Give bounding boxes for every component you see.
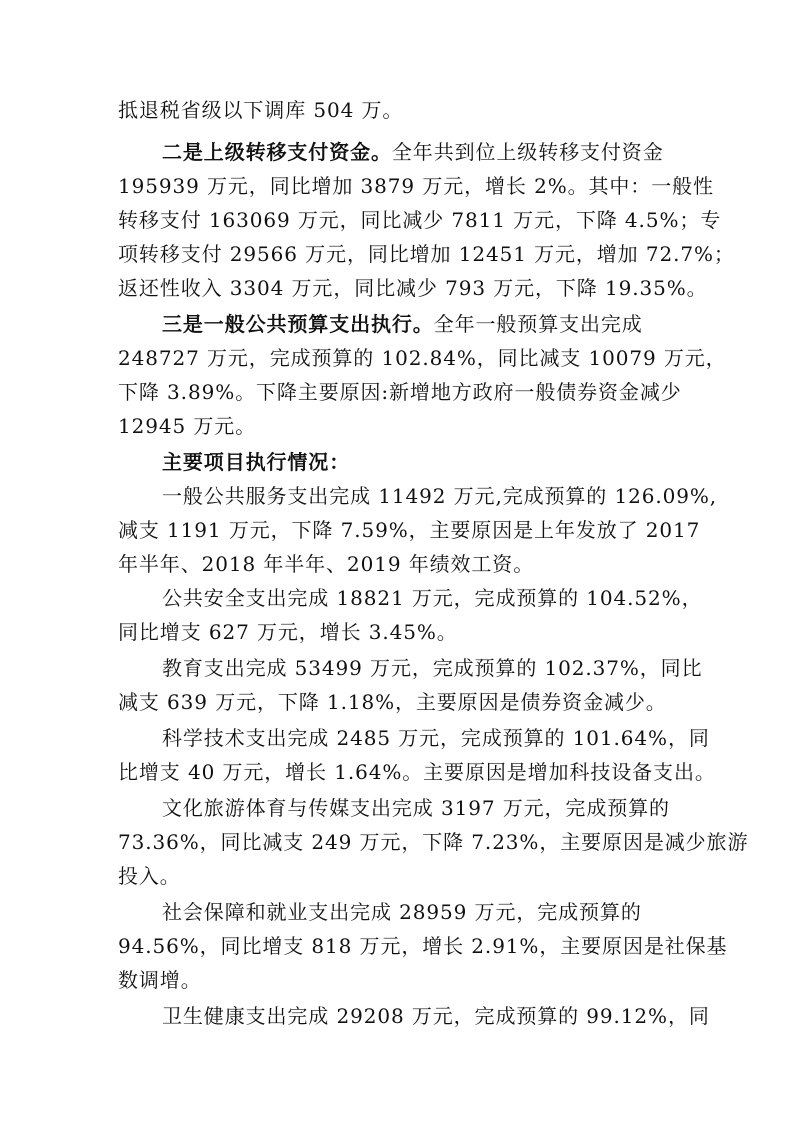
body-text: 下降 3.89%。下降主要原因:新增地方政府一般债券资金减少 (118, 380, 682, 404)
body-text: 项转移支付 29566 万元，同比增加 12451 万元，增加 72.7%； (118, 242, 735, 266)
body-text: 全年一般预算支出完成 (433, 312, 643, 336)
text-line (118, 550, 534, 578)
bold-heading-text: 三是一般公共预算支出执行。 (162, 312, 434, 336)
bold-heading-text: 主要项目执行情况： (162, 450, 351, 474)
body-text: 减支 639 万元，下降 1.18%，主要原因是债券资金减少。 (118, 690, 667, 714)
text-line (118, 344, 727, 372)
text-line (118, 274, 708, 302)
text-line (118, 688, 667, 716)
body-text: 教育支出完成 53499 万元，完成预算的 102.37%，同比 (162, 656, 703, 680)
body-text: 社会保障和就业支出完成 28959 万元，完成预算的 (162, 900, 642, 924)
text-line (162, 654, 702, 682)
body-text: 全年共到位上级转移支付资金 (391, 140, 664, 164)
body-text: 科学技术支出完成 2485 万元，完成预算的 101.64%，同 (162, 726, 710, 750)
body-text: 12945 万元。 (118, 414, 257, 438)
text-line (118, 378, 682, 406)
text-line (118, 618, 458, 646)
text-line (118, 172, 714, 200)
bold-heading-text: 二是上级转移支付资金。 (162, 140, 392, 164)
text-line (162, 898, 642, 926)
text-line (118, 828, 748, 856)
text-line (118, 96, 403, 124)
body-text: 195939 万元，同比增加 3879 万元，增长 2%。其中：一般性 (118, 174, 714, 198)
text-line (162, 724, 710, 752)
body-text: 文化旅游体育与传媒支出完成 3197 万元，完成预算的 (162, 796, 670, 820)
body-text: 数调增。 (118, 968, 202, 992)
text-line (162, 310, 643, 338)
text-line (118, 758, 716, 786)
text-line (118, 206, 721, 234)
body-text: 返还性收入 3304 万元，同比减少 793 万元，下降 19.35%。 (118, 276, 708, 300)
body-text: 比增支 40 万元，增长 1.64%。主要原因是增加科技设备支出。 (118, 760, 716, 784)
body-text: 94.56%，同比增支 818 万元，增长 2.91%，主要原因是社保基 (118, 934, 728, 958)
text-line (118, 240, 735, 268)
text-line (162, 794, 670, 822)
body-text: 转移支付 163069 万元，同比减少 7811 万元，下降 4.5%；专 (118, 208, 722, 232)
body-text: 公共安全支出完成 18821 万元，完成预算的 104.52%， (162, 586, 703, 610)
body-text: 同比增支 627 万元，增长 3.45%。 (118, 620, 458, 644)
body-text: 248727 万元，完成预算的 102.84%，同比减支 10079 万元， (118, 346, 727, 370)
text-line (118, 932, 727, 960)
text-line (118, 412, 256, 440)
body-text: 抵退税省级以下调库 504 万。 (118, 98, 404, 122)
body-text: 一般公共服务支出完成 11492 万元,完成预算的 126.09%, (162, 484, 717, 508)
text-line (118, 862, 181, 890)
body-text: 年半年、2018 年半年、2019 年绩效工资。 (118, 552, 535, 576)
text-line (162, 1002, 710, 1030)
text-line (162, 482, 717, 510)
body-text: 投入。 (118, 864, 181, 888)
body-text: 卫生健康支出完成 29208 万元，完成预算的 99.12%，同 (162, 1004, 710, 1028)
text-line (162, 584, 702, 612)
text-line (162, 138, 664, 166)
text-line (118, 966, 202, 994)
body-text: 73.36%，同比减支 249 万元，下降 7.23%，主要原因是减少旅游 (118, 830, 749, 854)
body-text: 减支 1191 万元，下降 7.59%，主要原因是上年发放了 2017 (118, 518, 701, 542)
text-line (162, 448, 350, 476)
text-line (118, 516, 700, 544)
